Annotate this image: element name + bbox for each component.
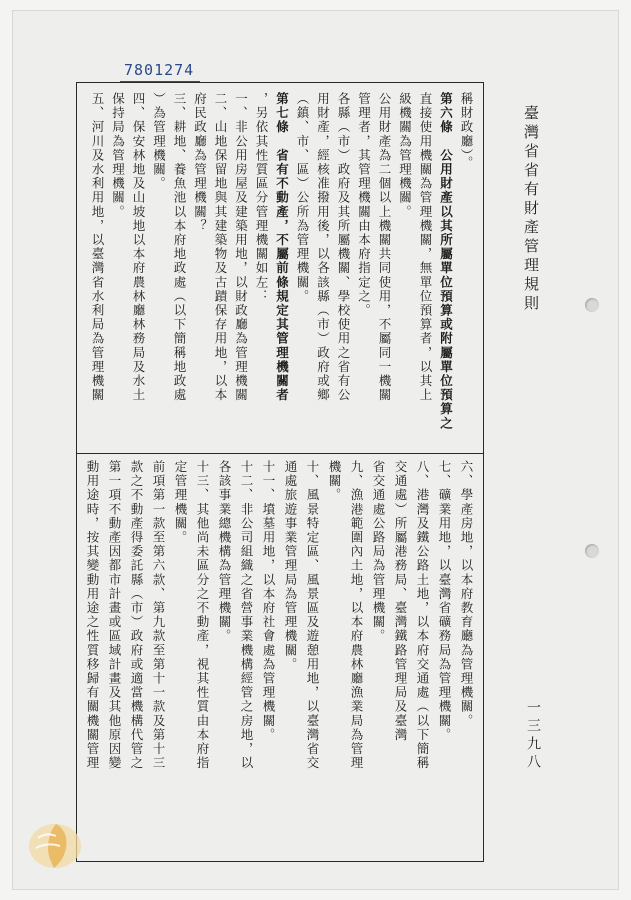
upper-text-column: 管理者，其管理機關由本府指定之。 (356, 92, 372, 318)
lower-text-column: 定管理機關。 (173, 460, 188, 545)
upper-text-column: 一、非公用房屋及建築用地，以財政廳為管理機關 (233, 92, 249, 403)
binding-hole (585, 298, 599, 312)
upper-text-column: 二、山地保留地與其建築物及古蹟保存用地，以本 (213, 92, 228, 403)
lower-text-column: 交通處）所屬港務局、臺灣鐵路管理局及臺灣 (393, 460, 408, 742)
lower-text-column: 各該事業總機構為管理機關。 (217, 460, 232, 644)
upper-text-column: 四、保安林地及山坡地以本府農林廳林務局及水土 (131, 92, 146, 403)
upper-text-column: ，另依其性質區分管理機關如左： (254, 92, 269, 304)
lower-text-column: 款之不動產得委託縣（市）政府或適當機構代管之 (129, 460, 144, 771)
document-title: 臺灣省省有財產管理規則 (522, 105, 540, 314)
upper-text-column: 第六條 公用財產以其所屬單位預算或附屬單位預算之 (438, 92, 454, 431)
lower-text-column: 前項第一款至第六款、第九款至第十一款及第十三 (151, 460, 166, 771)
binding-hole (585, 544, 599, 558)
upper-text-column: 第七條 省有不動產，不屬前條規定其管理機關者 (274, 92, 290, 403)
upper-text-column: 保持局為管理機關。 (110, 92, 126, 219)
upper-text-column: 各縣（市）政府及其所屬機關、學校使用之省有公 (336, 92, 351, 403)
lower-text-column: 省交通處公路局為管理機關。 (371, 460, 386, 644)
upper-text-column: 五、河川及水利用地，以臺灣省水利局為管理機關 (90, 92, 105, 403)
upper-text-column: 稱財政廳）。 (459, 92, 474, 171)
lower-text-column: 動用途時，按其變動用途之性質移歸有關機關管理 (85, 460, 100, 771)
upper-text-column: 用財產，經核准撥用後，以各該縣（市）政府或鄉 (315, 92, 331, 403)
upper-text-column: （鎮、市、區）公所為管理機關。 (295, 92, 310, 304)
document-number: 7801274 (124, 61, 194, 79)
lower-text-column: 九、漁港範圍內土地，以本府農林廳漁業局為管理 (349, 460, 364, 771)
page-number: 一三九八 (525, 700, 541, 772)
lower-text-column: 通處旅遊事業管理局為管理機關。 (283, 460, 298, 672)
lower-text-column: 機關。 (327, 460, 342, 503)
lower-text-column: 十二、非公司組織之省營事業機構經管之房地，以 (239, 460, 254, 771)
lower-text-column: 八、港灣及鐵公路土地，以本府交通處（以下簡稱 (415, 460, 430, 771)
upper-text-column: 府民政廳為管理機關？ (192, 92, 208, 233)
upper-text-column: ）為管理機關。 (151, 92, 167, 191)
library-logo-icon (26, 818, 84, 872)
upper-text-column: 三、耕地、養魚池以本府地政處（以下簡稱地政處 (172, 92, 187, 403)
lower-text-column: 六、學產房地，以本府教育廳為管理機關。 (459, 460, 474, 728)
lower-text-column: 第一項不動產因都市計畫或區域計畫及其他原因變 (107, 460, 122, 771)
section-divider (77, 453, 483, 454)
lower-text-column: 十、風景特定區、風景區及遊憩用地，以臺灣省交 (305, 460, 320, 771)
upper-text-column: 直接使用機關為管理機關，無單位預算者，以其上 (418, 92, 433, 403)
upper-text-column: 級機關為管理機關。 (397, 92, 413, 219)
lower-text-column: 十一、墳墓用地，以本府社會處為管理機關。 (261, 460, 276, 742)
upper-text-column: 公用財產為二個以上機關共同使用，不屬同一機關 (377, 92, 392, 403)
lower-text-column: 七、礦業用地，以臺灣省礦務局為管理機關。 (437, 460, 452, 742)
lower-text-column: 十三、其他尚未區分之不動產，視其性質由本府指 (195, 460, 210, 771)
